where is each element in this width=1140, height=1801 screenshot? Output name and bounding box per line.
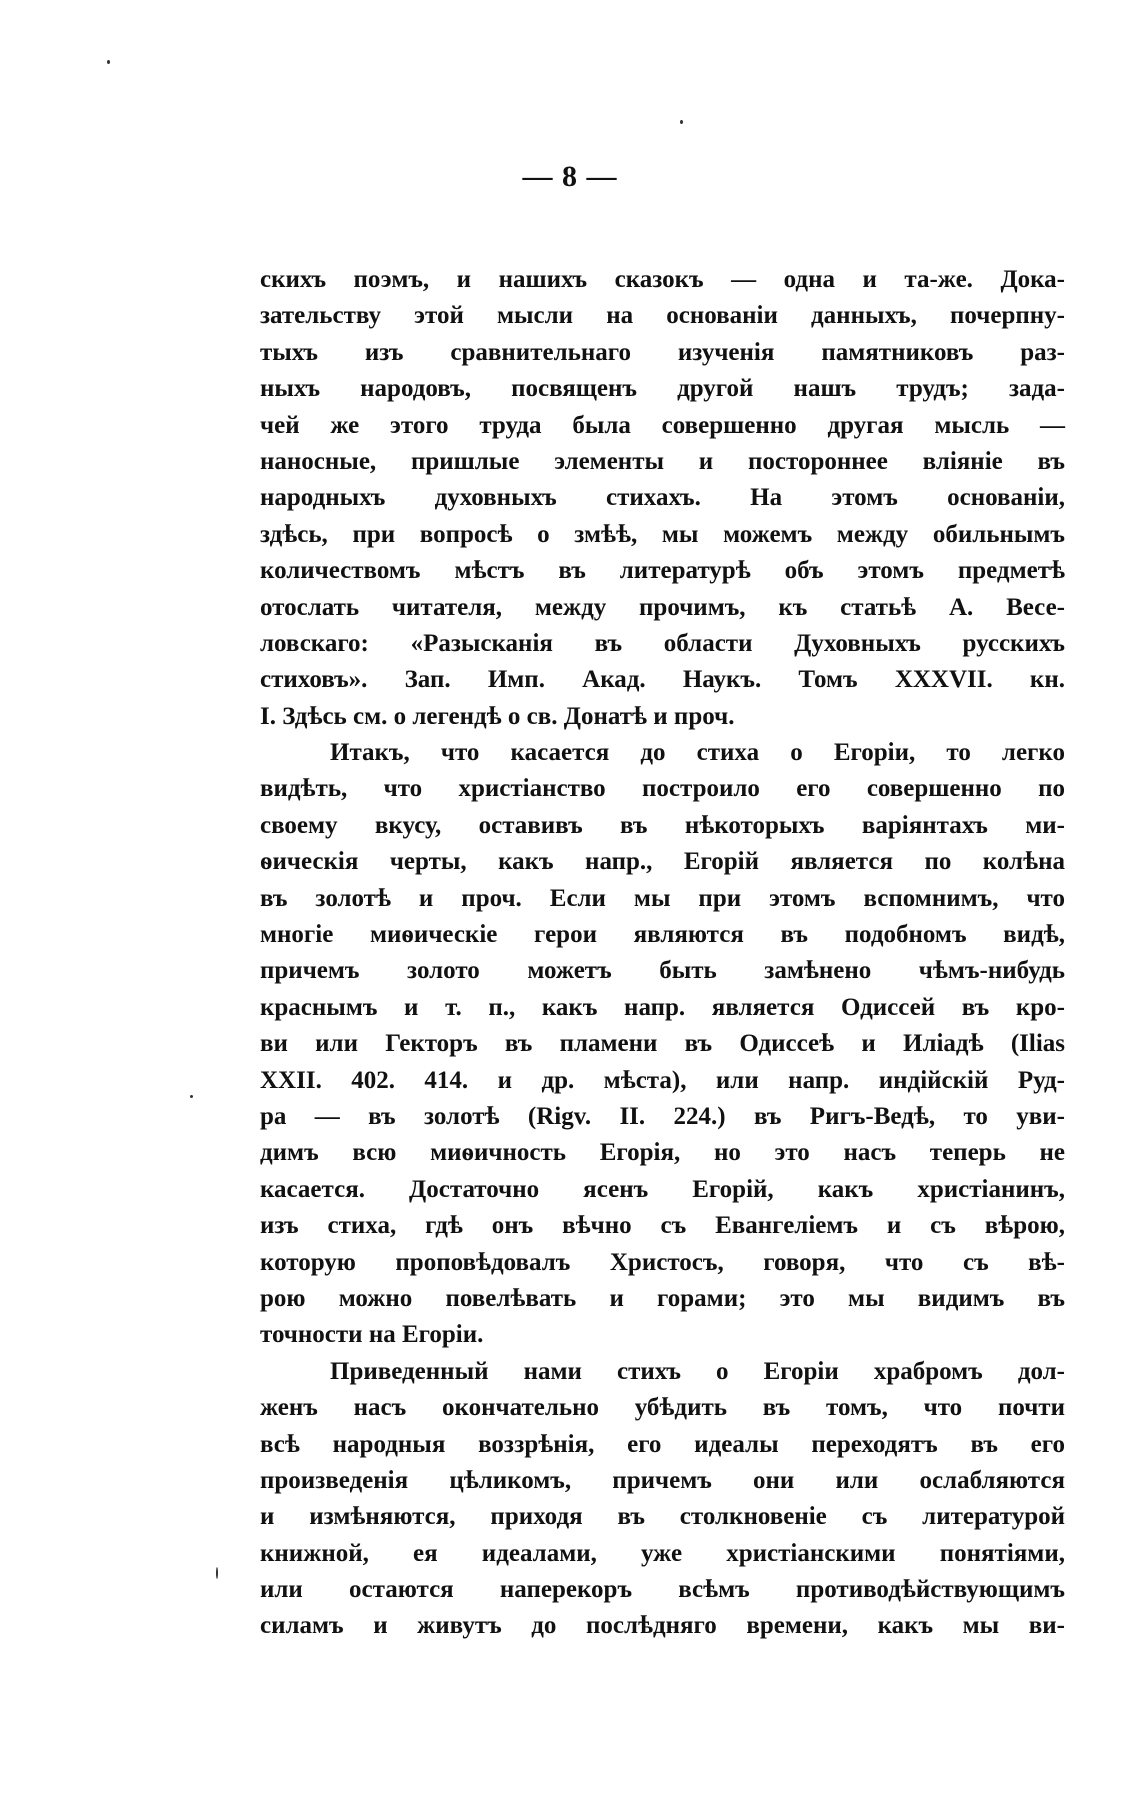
text-line: I. Здѣсь см. о легендѣ о св. Донатѣ и проч. [260,702,735,730]
print-speck [107,60,110,64]
print-speck [216,1567,218,1579]
page-number: — 8 — [522,160,618,193]
text-line: видѣть, что христіанство построило его совершенно по [260,775,1065,803]
text-line: наносные, пришлые элементы и постороннее вліяніе въ [260,447,1065,475]
text-line: отослать читателя, между прочимъ, къ статьѣ А. Весе- [260,593,1065,621]
text-line: XXII. 402. 414. и др. мѣста), или напр. индійскій Руд- [260,1066,1065,1094]
body-text [260,262,1065,1645]
text-line: здѣсь, при вопросѣ о змѣѣ, мы можемъ между обильнымъ [260,520,1065,548]
print-speck [190,1095,193,1098]
text-line: или остаются наперекоръ всѣмъ противодѣйствующимъ [260,1576,1065,1604]
text-line: которую проповѣдовалъ Христосъ, говоря, что съ вѣ- [260,1248,1065,1276]
text-line: чей же этого труда была совершенно другая мысль — [260,411,1065,439]
text-line: касается. Достаточно ясенъ Егорій, какъ христіанинъ, [260,1175,1065,1203]
text-line: димъ всю миѳичность Егорія, но это насъ теперь не [260,1139,1065,1167]
text-line: женъ насъ окончательно убѣдить въ томъ, что почти [260,1394,1065,1422]
text-line: ви или Гекторъ въ пламени въ Одиссеѣ и Иліадѣ (Ilias [260,1030,1065,1058]
text-line: своему вкусу, оставивъ въ нѣкоторыхъ варіянтахъ ми- [260,811,1065,839]
text-line: тыхъ изъ сравнительнаго изученія памятниковъ раз- [260,338,1065,366]
text-line: зательству этой мысли на основаніи данныхъ, почерпну- [260,302,1065,330]
text-line: всѣ народныя воззрѣнія, его идеалы переходятъ въ его [260,1430,1065,1458]
text-line: точности на Егоріи. [260,1321,484,1349]
text-line: изъ стиха, гдѣ онъ вѣчно съ Евангеліемъ и съ вѣрою, [260,1212,1065,1240]
print-speck [680,120,683,124]
text-line: ѳическія черты, какъ напр., Егорій является по колѣна [260,848,1065,876]
text-line: многіе миѳическіе герои являются въ подобномъ видѣ, [260,921,1065,949]
text-line: рою можно повелѣвать и горами; это мы видимъ въ [260,1284,1065,1312]
text-line: скихъ поэмъ, и нашихъ сказокъ — одна и та-же. Дока- [260,266,1065,293]
text-line: силамъ и живутъ до послѣдняго времени, какъ мы ви- [260,1612,1065,1640]
text-line: ра — въ золотѣ (Rigv. II. 224.) въ Ригъ-Ведѣ, то уви- [260,1102,1065,1130]
text-line: народныхъ духовныхъ стихахъ. На этомъ основаніи, [260,484,1065,512]
text-line: въ золотѣ и проч. Если мы при этомъ вспомнимъ, что [260,884,1065,912]
text-line: произведенія цѣликомъ, причемъ они или ослабляются [260,1466,1065,1494]
text-line: стиховъ». Зап. Имп. Акад. Наукъ. Томъ XXXVII. кн. [260,666,1065,694]
text-line: краснымъ и т. п., какъ напр. является Одиссей въ кро- [260,993,1065,1021]
paragraph-start-line: Итакъ, что касается до стиха о Егоріи, то легко [330,739,1065,767]
text-line: причемъ золото можетъ быть замѣнено чѣмъ-нибудь [260,957,1065,985]
paragraph-start-line: Приведенный нами стихъ о Егоріи храбромъ дол- [330,1357,1065,1385]
text-line: и измѣняются, приходя въ столкновеніе съ литературой [260,1503,1065,1531]
text-line: количествомъ мѣстъ въ литературѣ объ этомъ предметѣ [260,557,1065,585]
text-line: книжной, ея идеалами, уже христіанскими понятіями, [260,1539,1065,1567]
text-line: ныхъ народовъ, посвященъ другой нашъ трудъ; зада- [260,375,1065,403]
text-line: ловскаго: «Разысканія въ области Духовныхъ русскихъ [260,629,1065,657]
